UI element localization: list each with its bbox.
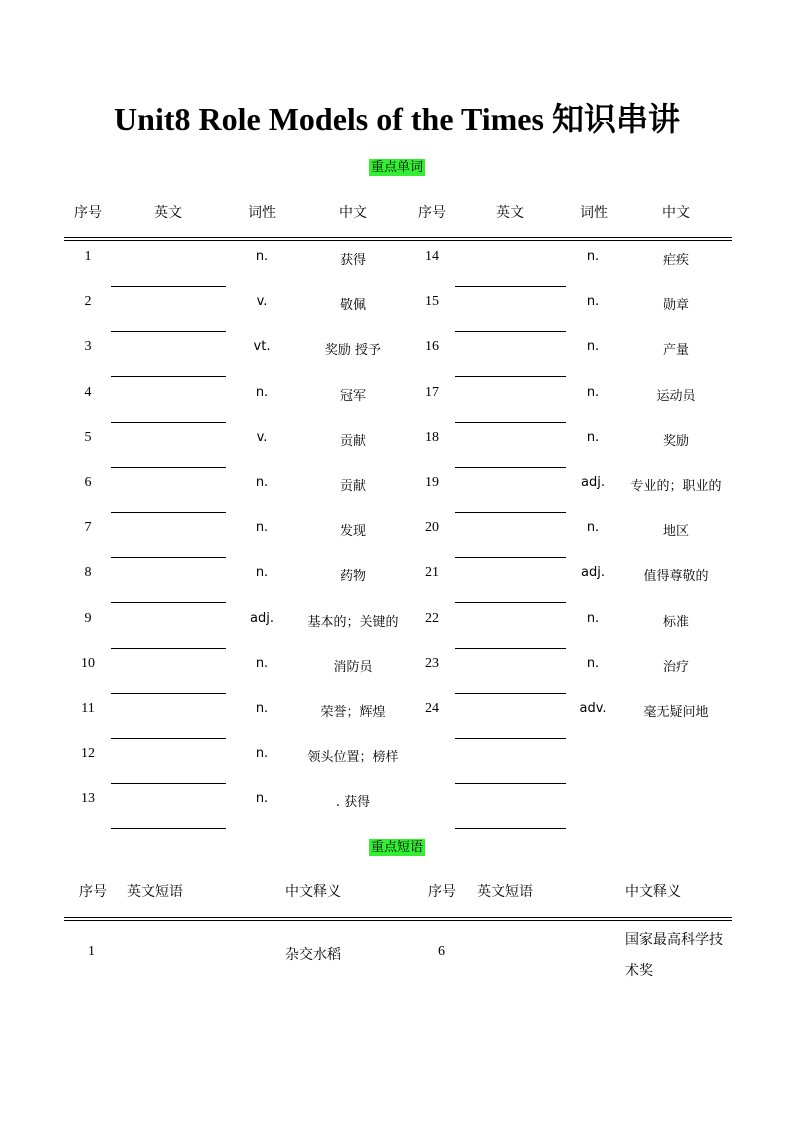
answer-blank-right[interactable] — [455, 376, 566, 377]
answer-blank-left[interactable] — [111, 331, 226, 332]
phrase-header-no-left: 序号 — [79, 884, 107, 900]
vocab-row-chinese: 奖励 — [662, 433, 690, 449]
vocab-row-chinese: 药物 — [339, 569, 367, 585]
vocab-row-chinese: 疟疾 — [662, 253, 690, 268]
phrase-row-meaning: 国家最高科学技 — [625, 932, 723, 948]
vocab-row-chinese: 荣誉；辉煌 — [320, 705, 386, 720]
answer-blank-left[interactable] — [111, 512, 226, 513]
vocab-row-number: 6 — [84, 475, 92, 490]
vocab-row-number: 24 — [425, 701, 439, 716]
vocab-row-pos: adv. — [579, 701, 607, 716]
vocab-row-number: 4 — [84, 384, 92, 400]
vocab-row-chinese: 基本的；关键的 — [307, 614, 399, 630]
vocab-row-chinese: 毫无疑问地 — [643, 705, 709, 720]
answer-blank-left[interactable] — [111, 376, 226, 377]
phrase-header-en-left: 英文短语 — [127, 884, 183, 900]
vocab-row-number: 23 — [425, 655, 439, 671]
vocab-row-chinese: 奖励 授予 — [324, 343, 382, 359]
vocab-row-number: 16 — [425, 339, 439, 355]
vocab-row-pos: n. — [586, 294, 600, 310]
vocab-row-chinese: 领头位置；榜样 — [307, 750, 399, 766]
vocab-row-pos: n. — [255, 249, 269, 264]
header-en-right: 英文 — [496, 205, 524, 221]
vocab-row-pos: n. — [586, 610, 600, 626]
vocab-row-pos: adj. — [581, 565, 605, 581]
phrase-header-en-right: 英文短语 — [477, 884, 533, 900]
vocab-row-number: 20 — [425, 520, 439, 536]
vocab-row-pos: vt. — [253, 339, 271, 355]
header-no-right: 序号 — [418, 205, 446, 221]
answer-blank-right[interactable] — [455, 738, 566, 739]
vocab-row-number: 2 — [84, 294, 92, 310]
vocab-row-number: 19 — [425, 475, 439, 490]
phrase-section-label: 重点短语 — [370, 840, 423, 855]
vocab-row-chinese: 标准 — [662, 614, 690, 630]
phrase-header-rule — [64, 917, 732, 921]
answer-blank-left[interactable] — [111, 693, 226, 694]
vocab-row-pos: n. — [255, 384, 269, 400]
vocab-row-chinese: 消防员 — [333, 659, 373, 675]
vocab-row-chinese: 冠军 — [339, 388, 367, 404]
vocab-row-chinese: 产量 — [662, 343, 690, 359]
vocab-row-chinese: 勋章 — [662, 298, 690, 314]
vocab-row-chinese: 贡献 — [339, 479, 367, 494]
answer-blank-left[interactable] — [111, 422, 226, 423]
header-pos-right: 词性 — [580, 205, 608, 221]
vocab-row-chinese: . 获得 — [335, 795, 371, 811]
page-title: Unit8 Role Models of the Times 知识串讲 — [114, 101, 680, 137]
vocab-row-chinese: 地区 — [662, 524, 690, 540]
answer-blank-left[interactable] — [111, 828, 226, 829]
vocab-row-number: 11 — [81, 701, 95, 716]
header-cn-right: 中文 — [662, 205, 690, 221]
answer-blank-left[interactable] — [111, 602, 226, 603]
answer-blank-right[interactable] — [455, 512, 566, 513]
vocab-row-pos: n. — [255, 746, 269, 762]
vocab-row-pos: n. — [255, 475, 269, 490]
header-pos-left: 词性 — [248, 205, 276, 221]
vocab-row-number: 21 — [425, 565, 439, 581]
vocab-row-pos: n. — [586, 429, 600, 445]
vocab-row-pos: n. — [586, 520, 600, 536]
vocab-row-number: 9 — [84, 610, 92, 626]
answer-blank-left[interactable] — [111, 738, 226, 739]
vocab-row-pos: adj. — [250, 610, 274, 626]
vocab-row-pos: v. — [256, 294, 268, 310]
answer-blank-right[interactable] — [455, 557, 566, 558]
vocab-row-pos: v. — [256, 429, 268, 445]
vocab-row-chinese: 发现 — [339, 524, 367, 540]
vocab-row-number: 18 — [425, 429, 439, 445]
vocab-row-chinese: 运动员 — [656, 388, 696, 404]
header-cn-left: 中文 — [339, 205, 367, 221]
vocab-row-pos: n. — [255, 701, 269, 716]
phrase-header-cn-right: 中文释义 — [625, 884, 681, 900]
phrase-row-number: 1 — [88, 944, 95, 959]
vocab-row-pos: n. — [586, 384, 600, 400]
vocab-row-chinese: 值得尊敬的 — [643, 569, 709, 585]
vocab-row-pos: n. — [255, 520, 269, 536]
vocab-row-chinese: 敬佩 — [339, 298, 367, 314]
vocab-row-number: 14 — [425, 249, 439, 264]
answer-blank-right[interactable] — [455, 467, 566, 468]
vocab-row-number: 10 — [81, 655, 95, 671]
vocab-row-chinese: 获得 — [339, 253, 367, 268]
vocab-row-pos: n. — [255, 655, 269, 671]
vocab-row-number: 1 — [84, 249, 92, 264]
answer-blank-right[interactable] — [455, 693, 566, 694]
answer-blank-right[interactable] — [455, 648, 566, 649]
vocab-row-pos: adj. — [581, 475, 605, 490]
vocab-row-number: 7 — [84, 520, 92, 536]
phrase-header-cn-left: 中文释义 — [285, 884, 341, 900]
answer-blank-right[interactable] — [455, 602, 566, 603]
vocab-row-number: 15 — [425, 294, 439, 310]
vocab-row-number: 8 — [84, 565, 92, 581]
vocab-section-label: 重点单词 — [370, 160, 423, 175]
answer-blank-left[interactable] — [111, 467, 226, 468]
header-no-left: 序号 — [74, 205, 102, 221]
answer-blank-left[interactable] — [111, 648, 226, 649]
answer-blank-left[interactable] — [111, 286, 226, 287]
header-en-left: 英文 — [154, 205, 182, 221]
vocab-row-number: 5 — [84, 429, 92, 445]
vocab-row-number: 13 — [81, 791, 95, 807]
phrase-header-no-right: 序号 — [428, 884, 456, 900]
answer-blank-right[interactable] — [455, 828, 566, 829]
phrase-row-meaning: 杂交水稻 — [285, 947, 341, 963]
answer-blank-right[interactable] — [455, 783, 566, 784]
vocab-row-chinese: 治疗 — [662, 659, 690, 675]
vocab-row-pos: n. — [255, 565, 269, 581]
vocab-row-pos: n. — [586, 339, 600, 355]
vocab-row-chinese: 贡献 — [339, 433, 367, 449]
vocab-row-number: 17 — [425, 384, 439, 400]
vocab-row-pos: n. — [586, 249, 600, 264]
table-header-rule — [64, 237, 732, 241]
answer-blank-right[interactable] — [455, 331, 566, 332]
vocab-row-number: 12 — [81, 746, 95, 762]
answer-blank-left[interactable] — [111, 557, 226, 558]
answer-blank-right[interactable] — [455, 422, 566, 423]
answer-blank-right[interactable] — [455, 286, 566, 287]
vocab-row-number: 22 — [425, 610, 439, 626]
answer-blank-left[interactable] — [111, 783, 226, 784]
phrase-row-meaning: 术奖 — [625, 963, 653, 979]
vocab-row-chinese: 专业的；职业的 — [630, 479, 722, 494]
vocab-row-pos: n. — [255, 791, 269, 807]
vocab-row-pos: n. — [586, 655, 600, 671]
vocab-row-number: 3 — [84, 339, 92, 355]
phrase-row-number: 6 — [438, 944, 445, 959]
